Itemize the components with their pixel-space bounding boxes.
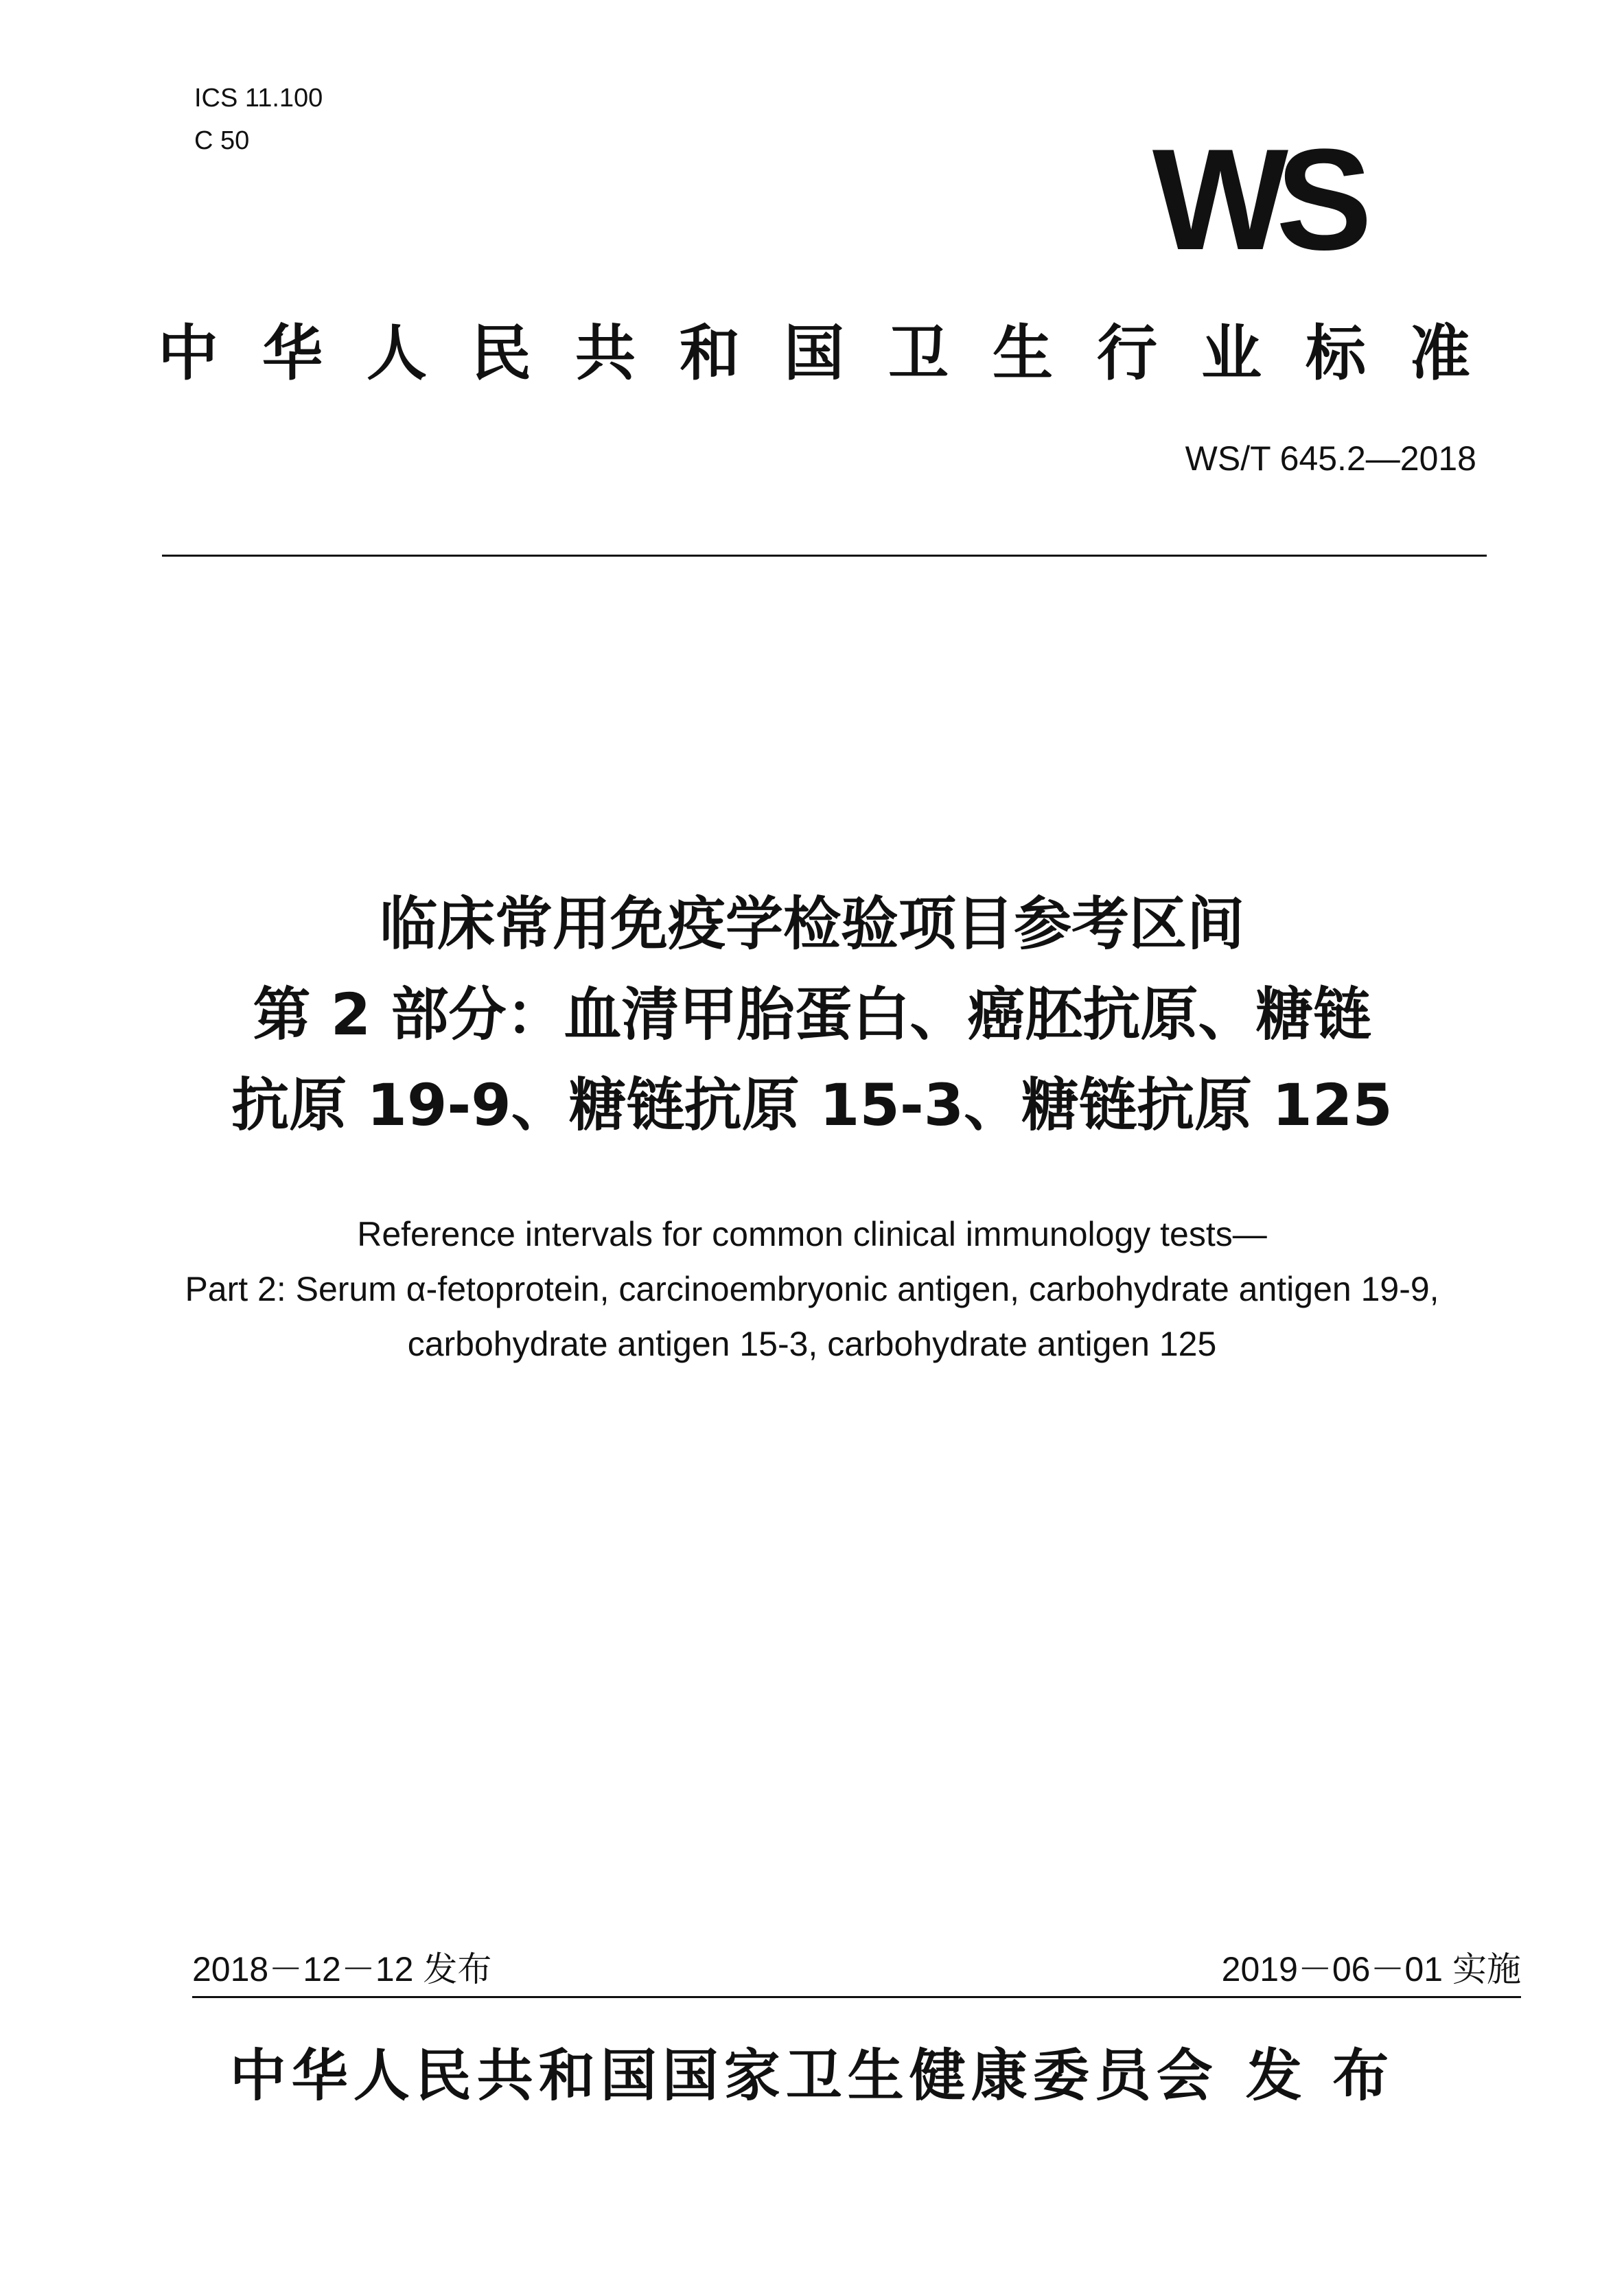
chinese-title-line-1: 临床常用免疫学检验项目参考区间 xyxy=(379,890,1244,958)
issuer-line xyxy=(0,2042,1624,2111)
ws-logo xyxy=(1071,134,1441,264)
ministry-title: 中华人民共和国卫生行业标准 xyxy=(158,318,1515,389)
issuer-name: 中华人民共和国国家卫生健康委员会 xyxy=(229,2043,1218,2109)
bottom-divider xyxy=(192,1996,1521,1998)
chinese-title xyxy=(0,879,1624,1150)
english-title-line-2: Part 2: Serum α-fetoprotein, carcinoembryonic antigen, carbohydrate antigen 19-9, xyxy=(185,1270,1439,1308)
issue-date: 2018－12－12 发布 xyxy=(192,1950,492,1988)
standard-number: WS/T 645.2—2018 xyxy=(1185,439,1476,478)
ics-code: ICS 11.100 xyxy=(194,84,323,113)
chinese-title-line-3: 抗原 19-9、糖链抗原 15-3、糖链抗原 125 xyxy=(231,1071,1393,1139)
chinese-title-line-2: 第 2 部分：血清甲胎蛋白、癌胚抗原、糖链 xyxy=(253,981,1371,1048)
issuer-action: 发 布 xyxy=(1245,2043,1395,2109)
implementation-date: 2019－06－01 实施 xyxy=(1221,1950,1521,1988)
english-title-line-3: carbohydrate antigen 15-3, carbohydrate antigen 125 xyxy=(407,1325,1217,1363)
top-divider xyxy=(162,555,1487,557)
ws-logo-text: WS xyxy=(1152,134,1360,264)
english-title-line-1: Reference intervals for common clinical immunology tests— xyxy=(357,1215,1267,1253)
ccs-code: C 50 xyxy=(194,126,250,155)
english-title xyxy=(0,1207,1624,1371)
